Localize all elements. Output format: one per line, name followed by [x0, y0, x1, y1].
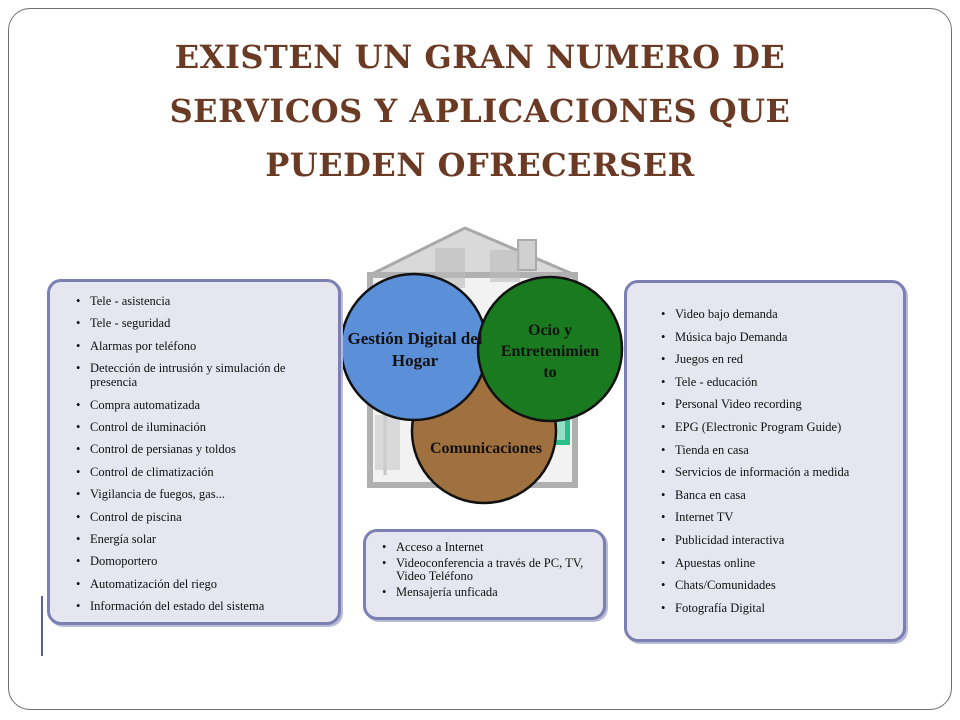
list-item: • Personal Video recording: [661, 397, 889, 411]
list-item: • Control de persianas y toldos: [76, 442, 322, 456]
list-item: • Detección de intrusión y simulación de presencia: [76, 361, 322, 389]
ocio-line-1: Ocio y: [528, 322, 572, 339]
list-item: • Domoportero: [76, 554, 322, 568]
list-item: • Automatización del riego: [76, 577, 322, 591]
communication-services-panel: [363, 529, 606, 620]
panel-connector-line: [41, 596, 43, 656]
list-item: • Energía solar: [76, 532, 322, 546]
list-item: • Video bajo demanda: [661, 307, 889, 321]
comunicaciones-label-text: Comunicaciones: [430, 440, 542, 457]
title-line-2: SERVICOS Y APLICACIONES QUE: [169, 92, 791, 130]
list-item: • Tele - seguridad: [76, 316, 322, 330]
gestion-label: [345, 328, 485, 372]
list-item: • EPG (Electronic Program Guide): [661, 420, 889, 434]
list-item: • Compra automatizada: [76, 398, 322, 412]
comunicaciones-label: [408, 439, 564, 459]
list-item: • Servicios de información a medida: [661, 465, 889, 479]
list-item: • Tienda en casa: [661, 443, 889, 457]
list-item: • Control de iluminación: [76, 420, 322, 434]
list-item: • Control de piscina: [76, 510, 322, 524]
list-item: • Mensajería unficada: [382, 586, 593, 599]
list-item: • Juegos en red: [661, 352, 889, 366]
list-item: • Videoconferencia a través de PC, TV, Video Teléfono: [382, 557, 593, 583]
home-management-services-panel: [47, 279, 341, 625]
list-item: • Banca en casa: [661, 488, 889, 502]
list-item: • Control de climatización: [76, 465, 322, 479]
list-item: • Acceso a Internet: [382, 541, 593, 554]
list-item: • Fotografía Digital: [661, 601, 889, 615]
ocio-label: [482, 320, 618, 383]
list-item: • Vigilancia de fuegos, gas...: [76, 487, 322, 501]
list-item: • Música bajo Demanda: [661, 330, 889, 344]
title-line-3: PUEDEN OFRECERSER: [265, 146, 695, 184]
list-item: • Tele - educación: [661, 375, 889, 389]
list-item: • Internet TV: [661, 510, 889, 524]
ocio-line-2: Entretenimien: [500, 343, 600, 360]
list-item: • Alarmas por teléfono: [76, 339, 322, 353]
list-item: • Publicidad interactiva: [661, 533, 889, 547]
title-line-1: EXISTEN UN GRAN NUMERO DE: [174, 38, 786, 76]
entertainment-services-panel: [624, 280, 906, 642]
slide-title: [60, 30, 900, 192]
list-item: • Tele - asistencia: [76, 294, 322, 308]
list-item: • Información del estado del sistema: [76, 599, 322, 613]
list-item: • Chats/Comunidades: [661, 578, 889, 592]
gestion-label-text: Gestión Digital del Hogar: [347, 329, 483, 370]
list-item: • Apuestas online: [661, 556, 889, 570]
ocio-line-3: to: [543, 364, 557, 381]
